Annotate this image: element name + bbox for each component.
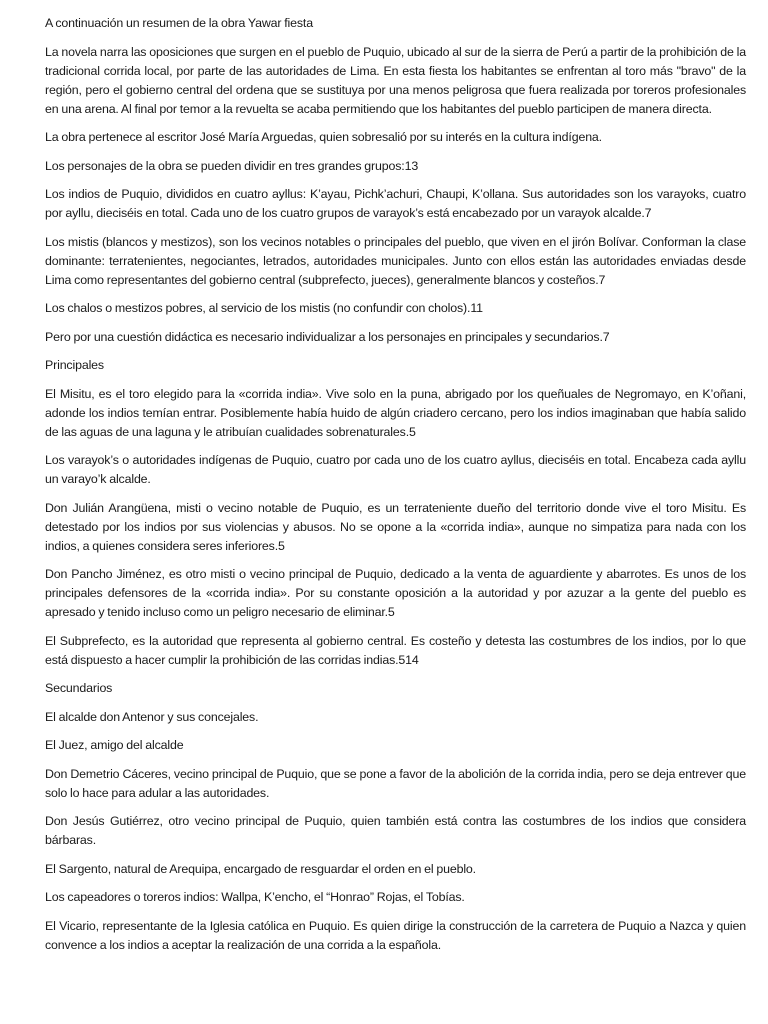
misitu-paragraph: El Misitu, es el toro elegido para la «corrida india». Vive solo en la puna, abrigado por los queñuales de Negromayo, en K’oñani, adonde los indios temían entrar. Posiblemente había huido de algún criadero cercano, pero los indios imaginaban que había salido de las aguas de una laguna y le atribuían cualidades sobrenaturales.5: [45, 386, 746, 439]
pancho-paragraph: Don Pancho Jiménez, es otro misti o vecino principal de Puquio, dedicado a la venta de aguardiente y abarrotes. Es unos de los principales defensores de la «corrida india». Por su constante oposición a la autoridad y por azuzar a la gente del pueblo es apresado y tenido incluso como un peligro necesario de eliminar.5: [45, 567, 746, 619]
chalos-paragraph: Los chalos o mestizos pobres, al servicio de los mistis (no confundir con cholos).11: [45, 301, 483, 315]
sargento-paragraph: El Sargento, natural de Arequipa, encargado de resguardar el orden en el pueblo.: [45, 861, 476, 876]
secundarios-heading: Secundarios: [45, 681, 113, 695]
juez-paragraph: El Juez, amigo del alcalde: [45, 738, 184, 752]
intro-line: A continuación un resumen de la obra Yawar fiesta: [45, 16, 313, 30]
summary-paragraph: La novela narra las oposiciones que surgen en el pueblo de Puquio, ubicado al sur de la sierra de Perú a partir de la prohibición de la tradicional corrida local, por parte de las autoridades de Lima. En esta fiesta los habitantes se enfrentan al toro más "bravo" de la región, pero el gobierno central del ordena que se sustituya por una menos peligrosa que fuera realizada por toreros profesionales en una arena. Al final por temor a la revuelta se acaba permitiendo que los habitantes del pueblo participen de manera directa.: [45, 44, 746, 116]
indios-paragraph: Los indios de Puquio, divididos en cuatro ayllus: K’ayau, Pichk’achuri, Chaupi, K’ollana. Sus autoridades son los varayoks, cuatro por ayllu, dieciséis en total. Cada uno de los cuatro grupos de varayok’s está encabezado por un varayok alcalde.7: [45, 187, 746, 220]
varayoks-paragraph: Los varayok’s o autoridades indígenas de Puquio, cuatro por cada uno de los cuatro ayllus, dieciséis en total. Encabeza cada ayllu un varayo’k alcalde.: [45, 453, 746, 486]
vicario-paragraph: El Vicario, representante de la Iglesia católica en Puquio. Es quien dirige la construcción de la carretera de Puquio a Nazca y quien convence a los indios a aceptar la realización de una corrida a la española.: [45, 918, 746, 952]
julian-paragraph: Don Julián Arangüena, misti o vecino notable de Puquio, es un terrateniente dueño del territorio donde vive el toro Misitu. Es detestado por los indios por sus violencias y abusos. No se opone a la «corrida india», aunque no simpatiza para nada con los indios, a quienes considera seres inferiores.5: [45, 500, 746, 553]
author-paragraph: La obra pertenece al escritor José María Arguedas, quien sobresalió por su interés en la cultura indígena.: [45, 130, 602, 144]
mistis-paragraph: Los mistis (blancos y mestizos), son los vecinos notables o principales del pueblo, que viven en el jirón Bolívar. Conforman la clase dominante: terratenientes, negociantes, letrados, autoridades municipales. Junto con ellos están las autoridades enviadas desde Lima como representantes del gobierno central (subprefecto, jueces), generalmente blancos y costeños.7: [45, 234, 746, 287]
subprefecto-paragraph: El Subprefecto, es la autoridad que representa al gobierno central. Es costeño y detesta las costumbres de los indios, por lo que está dispuesto a hacer cumplir la prohibición de las corridas indias.514: [45, 633, 746, 667]
alcalde-paragraph: El alcalde don Antenor y sus concejales.: [45, 709, 259, 724]
demetrio-paragraph: Don Demetrio Cáceres, vecino principal de Puquio, que se pone a favor de la abolición de la corrida india, pero se deja entrever que solo lo hace para adular a las autoridades.: [45, 766, 746, 800]
groups-paragraph: Los personajes de la obra se pueden dividir en tres grandes grupos:13: [45, 158, 419, 173]
jesus-paragraph: Don Jesús Gutiérrez, otro vecino principal de Puquio, quien también está contra las costumbres de los indios que considera bárbaras.: [45, 814, 746, 847]
didactic-paragraph: Pero por una cuestión didáctica es necesario individualizar a los personajes en principales y secundarios.7: [45, 329, 610, 344]
capeadores-paragraph: Los capeadores o toreros indios: Wallpa, K’encho, el “Honrao” Rojas, el Tobías.: [45, 890, 465, 904]
principales-heading: Principales: [45, 358, 104, 372]
